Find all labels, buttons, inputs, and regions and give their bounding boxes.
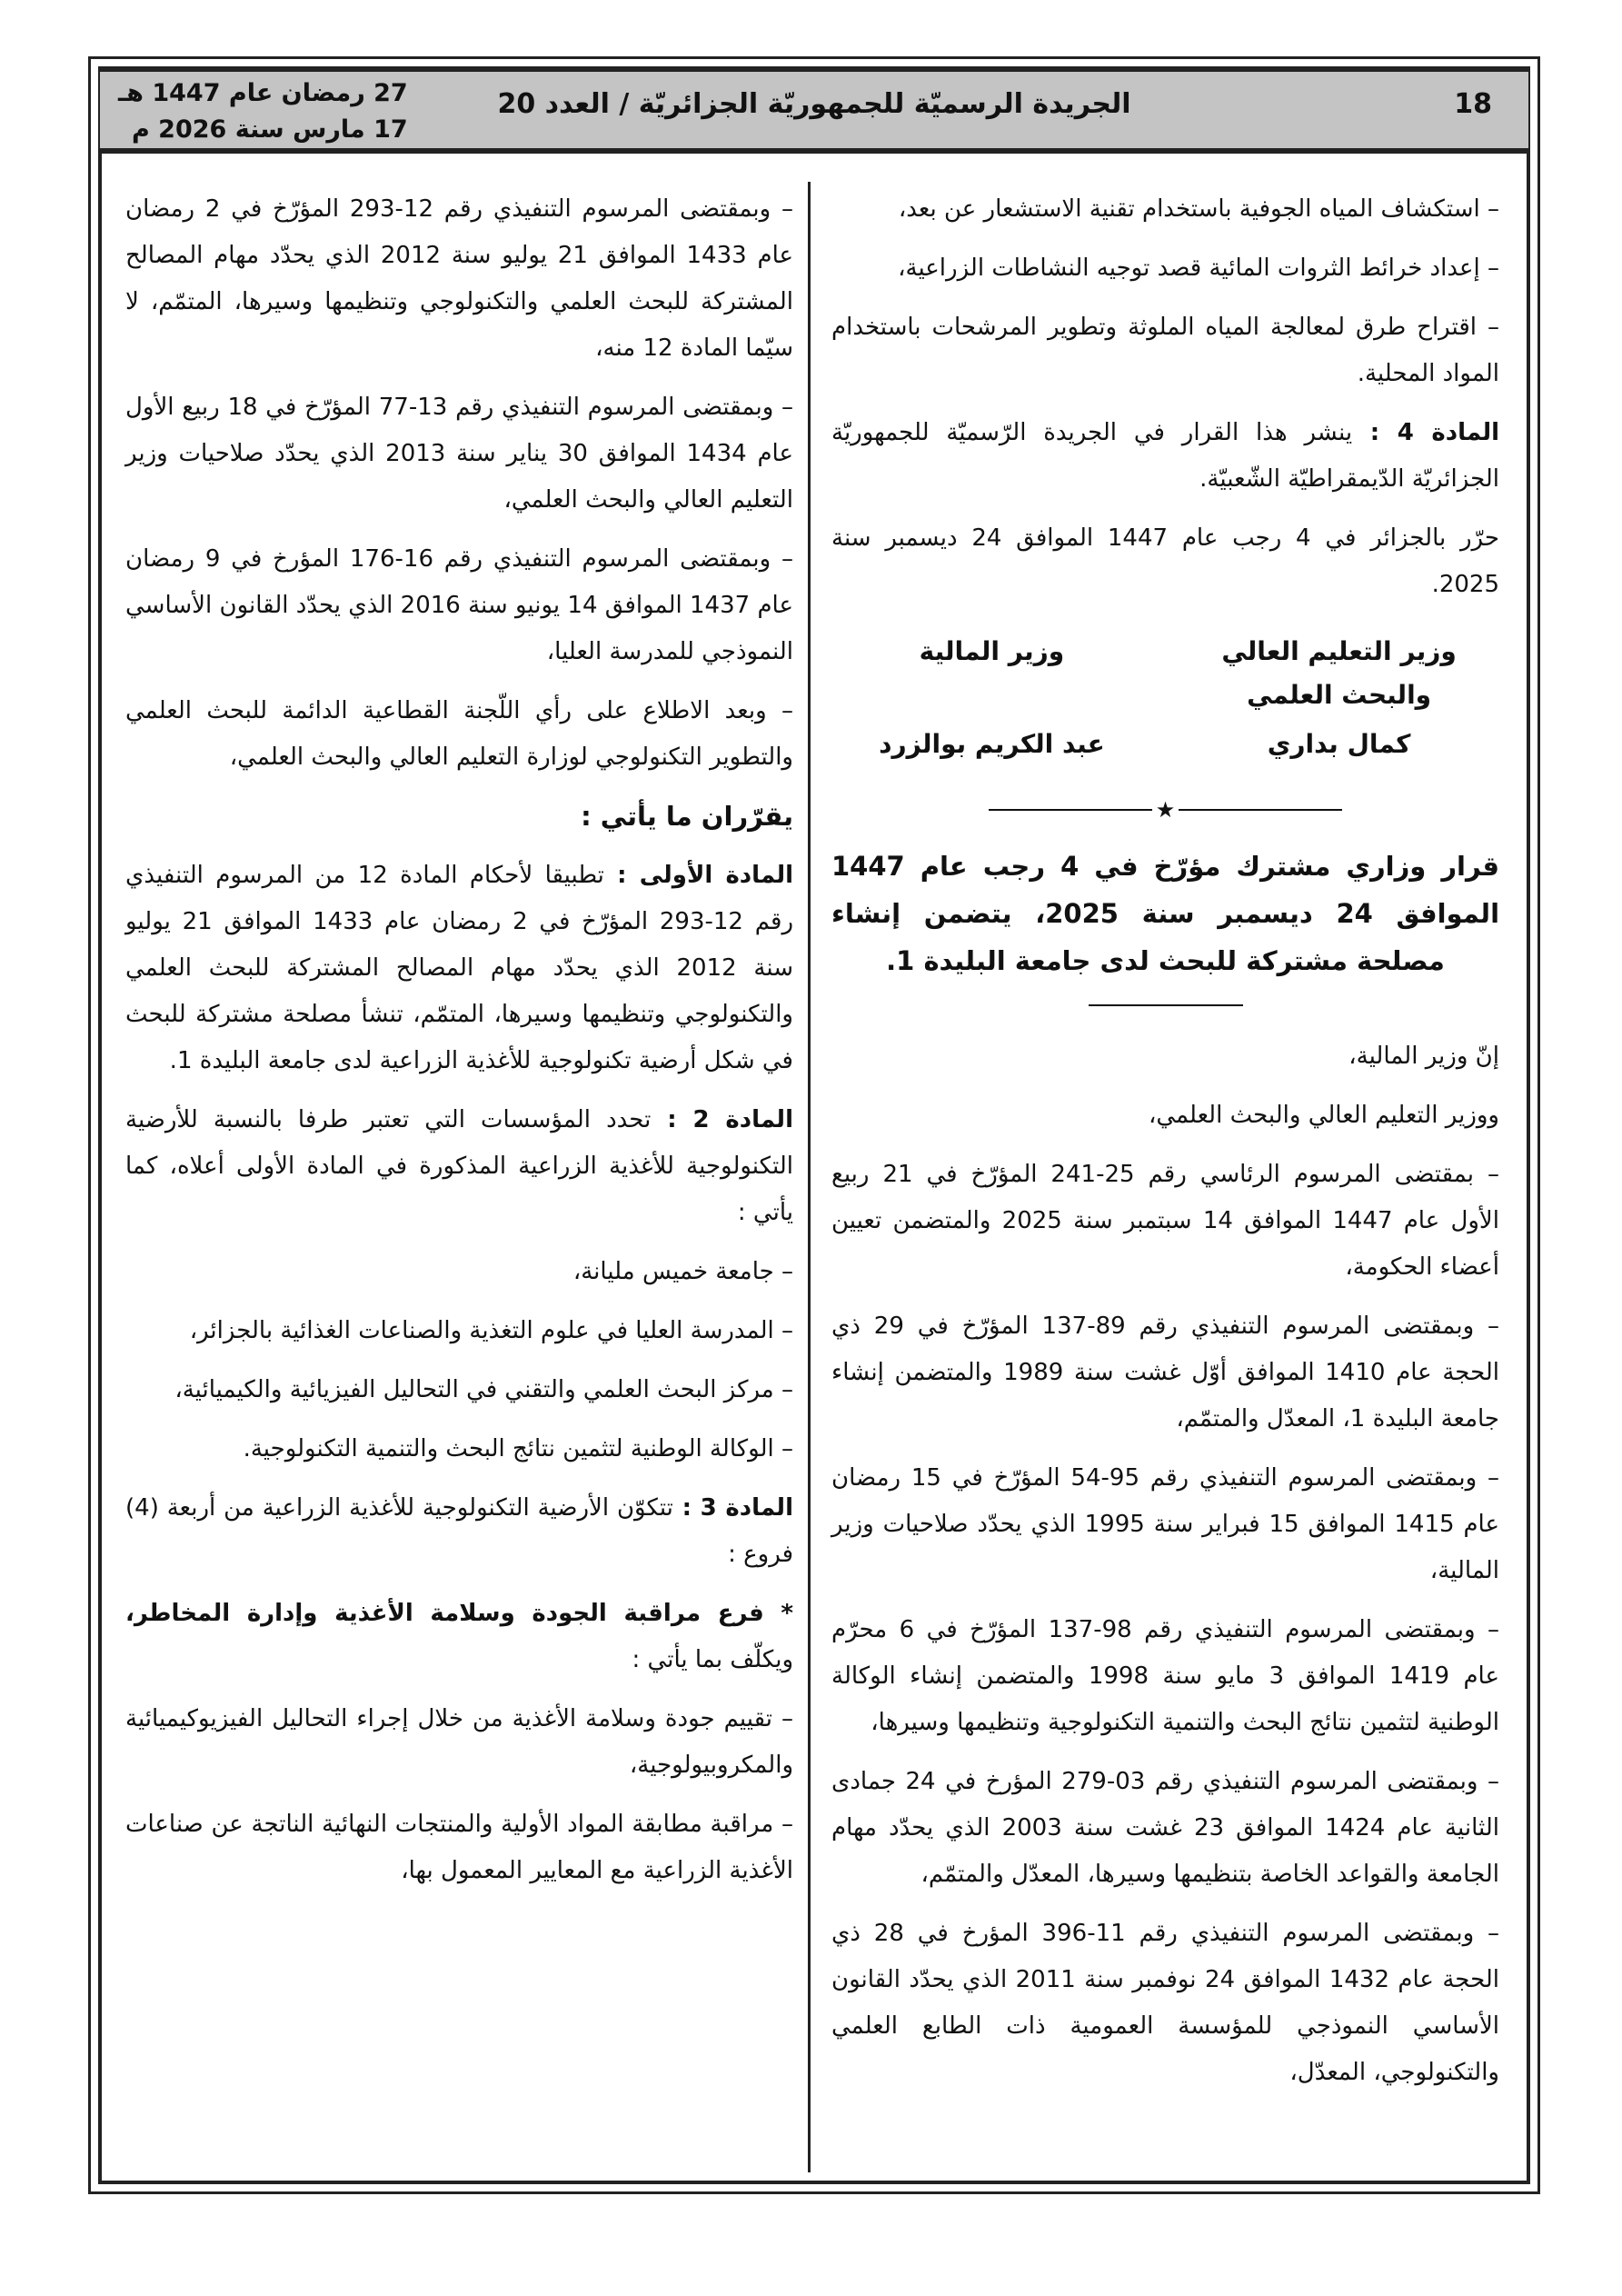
- paragraph: [125, 1802, 793, 1894]
- paragraph: [125, 1696, 793, 1789]
- paragraph-text: تطبيقا لأحكام المادة 12 من المرسوم التنفيذي رقم 12-293 المؤرّخ في 2 رمضان عام 1433 الموافق 21 يوليو سنة 2012 الذي يحدّد مهام المصالح المشتركة للبحث العلمي والتكنولوجي وتنظيمها وسيرها، المتمّم، تنشأ مصلحة مشتركة للبحث في شكل أرضية تكنولوجية للأغذية الزراعية لدى جامعة البليدة 1.: [125, 862, 794, 1074]
- page-number: 18: [1454, 88, 1492, 120]
- signature-higher-education-minister: [1179, 630, 1499, 766]
- paragraph: [125, 688, 793, 781]
- separator-line: [1179, 809, 1342, 811]
- paragraph-text: ويكلّف بما يأتي :: [632, 1646, 793, 1673]
- paragraph-text: – استكشاف المياه الجوفية باستخدام تقنية الاستشعار عن بعد،: [898, 195, 1499, 223]
- title-underline: [1089, 1004, 1243, 1006]
- paragraph: [125, 1367, 793, 1413]
- paragraph-text: – وبمقتضى المرسوم التنفيذي رقم 11-396 المؤرخ في 28 ذي الحجة عام 1432 الموافق 24 نوفمبر سنة 2011 الذي يحدّد القانون الأساسي النموذجي للمؤسسة العمومية ذات الطابع العلمي والتكنولوجي، المعدّل،: [831, 1920, 1499, 2086]
- paragraph: [125, 1308, 793, 1354]
- paragraph: [125, 384, 793, 524]
- paragraph-text: – وبمقتضى المرسوم التنفيذي رقم 98-137 المؤرّخ في 6 محرّم عام 1419 الموافق 3 مايو سنة 1998 والمتضمن إنشاء الوكالة الوطنية لتثمين نتائج البحث والتنمية التكنولوجية وتنظيمها وسيرها،: [831, 1616, 1500, 1736]
- signature-name: عبد الكريم بوالزرد: [879, 729, 1105, 759]
- paragraph-text: – وبمقتضى المرسوم التنفيذي رقم 03-279 المؤرخ في 24 جمادى الثانية عام 1424 الموافق 23 غشت سنة 2003 الذي يحدّد مهام الجامعة والقواعد الخاصة بتنظيمها وسيرها، المعدّل والمتمّم،: [831, 1768, 1499, 1888]
- paragraph-text: – وبعد الاطلاع على رأي اللّجنة القطاعية الدائمة للبحث العلمي والتطوير التكنولوجي لوزارة التعليم العالي والبحث العلمي،: [125, 697, 793, 771]
- paragraph-text: – وبمقتضى المرسوم التنفيذي رقم 16-176 المؤرخ في 9 رمضان عام 1437 الموافق 14 يونيو سنة 2016 الذي يحدّد القانون الأساسي النموذجي للمدرسة العليا،: [125, 545, 794, 665]
- paragraph-text: – مركز البحث العلمي والتقني في التحاليل الفيزيائية والكيميائية،: [174, 1376, 793, 1403]
- signature-title: وزير المالية: [919, 636, 1065, 666]
- paragraph-text: – وبمقتضى المرسوم التنفيذي رقم 13-77 المؤرّخ في 18 ربيع الأول عام 1434 الموافق 30 يناير سنة 2013 الذي يحدّد صلاحيات وزير التعليم العالي والبحث العلمي،: [125, 394, 793, 514]
- decision-heading: يقرّران ما يأتي :: [581, 801, 793, 832]
- column-divider: [808, 182, 811, 2172]
- paragraph: [831, 1759, 1499, 1898]
- paragraph: [125, 1249, 793, 1295]
- paragraph: [831, 1152, 1499, 1291]
- paragraph-text: إنّ وزير المالية،: [1348, 1043, 1499, 1070]
- signature-name: كمال بداري: [1267, 729, 1411, 759]
- article-label: المادة الأولى :: [603, 862, 793, 889]
- paragraph: [831, 1911, 1499, 2096]
- page-header: [100, 66, 1528, 154]
- date-gregorian: 17 مارس سنة 2026 م: [131, 115, 408, 144]
- paragraph: [125, 1097, 793, 1236]
- paragraph-text: – وبمقتضى المرسوم التنفيذي رقم 95-54 المؤرّخ في 15 رمضان عام 1415 الموافق 15 فبراير سنة 1995 الذي يحدّد صلاحيات وزير المالية،: [831, 1464, 1500, 1584]
- paragraph: [831, 186, 1499, 233]
- paragraph-text: – إعداد خرائط الثروات المائية قصد توجيه النشاطات الزراعية،: [898, 255, 1499, 282]
- date-hijri: 27 رمضان عام 1447 هـ: [118, 79, 408, 107]
- paragraph: [125, 536, 793, 675]
- issue-date: [118, 75, 408, 148]
- paragraph-text: – تقييم جودة وسلامة الأغذية من خلال إجراء التحاليل الفيزيوكيميائية والمكروبيولوجية،: [125, 1705, 793, 1779]
- paragraph-text: حرّر بالجزائر في 4 رجب عام 1447 الموافق 24 ديسمبر سنة 2025.: [831, 524, 1499, 598]
- left-column: [125, 186, 793, 1907]
- paragraph-list: [125, 853, 793, 1894]
- paragraph-text: ينشر هذا القرار في الجريدة الرّسميّة للجمهوريّة الجزائريّة الدّيمقراطيّة الشّعبيّة.: [831, 419, 1499, 493]
- star-icon: ★: [1155, 797, 1176, 823]
- paragraph: [125, 853, 793, 1084]
- paragraph: [125, 1485, 793, 1578]
- article-label: المادة 2 :: [651, 1106, 793, 1133]
- paragraph: [125, 1591, 793, 1683]
- paragraph-text: تحدد المؤسسات التي تعتبر طرفا بالنسبة للأرضية التكنولوجية للأغذية الزراعية المذكورة في المادة الأولى أعلاه، كما يأتي :: [125, 1106, 793, 1226]
- article-label: * فرع مراقبة الجودة وسلامة الأغذية وإدارة المخاطر،: [125, 1600, 793, 1627]
- star-separator: [831, 799, 1499, 821]
- paragraph: [831, 1607, 1499, 1746]
- paragraph: [831, 515, 1499, 608]
- paragraph-text: – اقتراح طرق لمعالجة المياه الملوثة وتطوير المرشحات باستخدام المواد المحلية.: [831, 314, 1499, 387]
- paragraph-list: [831, 186, 1499, 608]
- paragraph-list: [831, 1033, 1499, 2096]
- paragraph-text: – الوكالة الوطنية لتثمين نتائج البحث والتنمية التكنولوجية.: [243, 1435, 793, 1462]
- paragraph: [831, 1455, 1499, 1594]
- paragraph: [125, 1426, 793, 1472]
- decree-title: قرار وزاري مشترك مؤرّخ في 4 رجب عام 1447 الموافق 24 ديسمبر سنة 2025، يتضمن إنشاء مصلحة مشتركة للبحث لدى جامعة البليدة 1.: [831, 851, 1500, 976]
- paragraph: [831, 1093, 1499, 1139]
- article-label: المادة 3 :: [672, 1494, 793, 1522]
- article-label: المادة 4 :: [1352, 419, 1499, 446]
- paragraph-text: – بمقتضى المرسوم الرئاسي رقم 25-241 المؤرّخ في 21 ربيع الأول عام 1447 الموافق 14 سبتمبر سنة 2025 والمتضمن تعيين أعضاء الحكومة،: [831, 1161, 1499, 1281]
- paragraph: [831, 1303, 1499, 1442]
- signatures: [831, 630, 1499, 766]
- paragraph-text: ووزير التعليم العالي والبحث العلمي،: [1148, 1102, 1499, 1129]
- paragraph: [125, 186, 793, 372]
- paragraph: [831, 1033, 1499, 1080]
- paragraph: [831, 304, 1499, 397]
- signature-title: وزير التعليم العالي والبحث العلمي: [1221, 636, 1457, 710]
- paragraph-text: – جامعة خميس مليانة،: [572, 1258, 793, 1285]
- separator-line: [989, 809, 1152, 811]
- paragraph-text: – مراقبة مطابقة المواد الأولية والمنتجات النهائية الناتجة عن صناعات الأغذية الزراعية مع المعايير المعمول بها،: [125, 1811, 793, 1884]
- paragraph: [831, 410, 1499, 503]
- paragraph-text: – وبمقتضى المرسوم التنفيذي رقم 12-293 المؤرّخ في 2 رمضان عام 1433 الموافق 21 يوليو سنة 2012 الذي يحدّد مهام المصالح المشتركة للبحث العلمي والتكنولوجي وتنظيمها وسيرها، المتمّم، لا سيّما المادة 12 منه،: [125, 195, 794, 362]
- journal-title: الجريدة الرسميّة للجمهوريّة الجزائريّة / العدد 20: [497, 88, 1131, 120]
- signature-finance-minister: [831, 630, 1152, 766]
- paragraph-text: تتكوّن الأرضية التكنولوجية للأغذية الزراعية من أربعة (4) فروع :: [125, 1494, 793, 1568]
- paragraph-text: – وبمقتضى المرسوم التنفيذي رقم 89-137 المؤرّخ في 29 ذي الحجة عام 1410 الموافق أوّل غشت سنة 1989 والمتضمن إنشاء جامعة البليدة 1، المعدّل والمتمّم،: [831, 1313, 1499, 1433]
- paragraph-list: [125, 186, 793, 781]
- paragraph: [831, 245, 1499, 292]
- right-column: [831, 186, 1499, 2109]
- paragraph-text: – المدرسة العليا في علوم التغذية والصناعات الغذائية بالجزائر،: [189, 1317, 793, 1344]
